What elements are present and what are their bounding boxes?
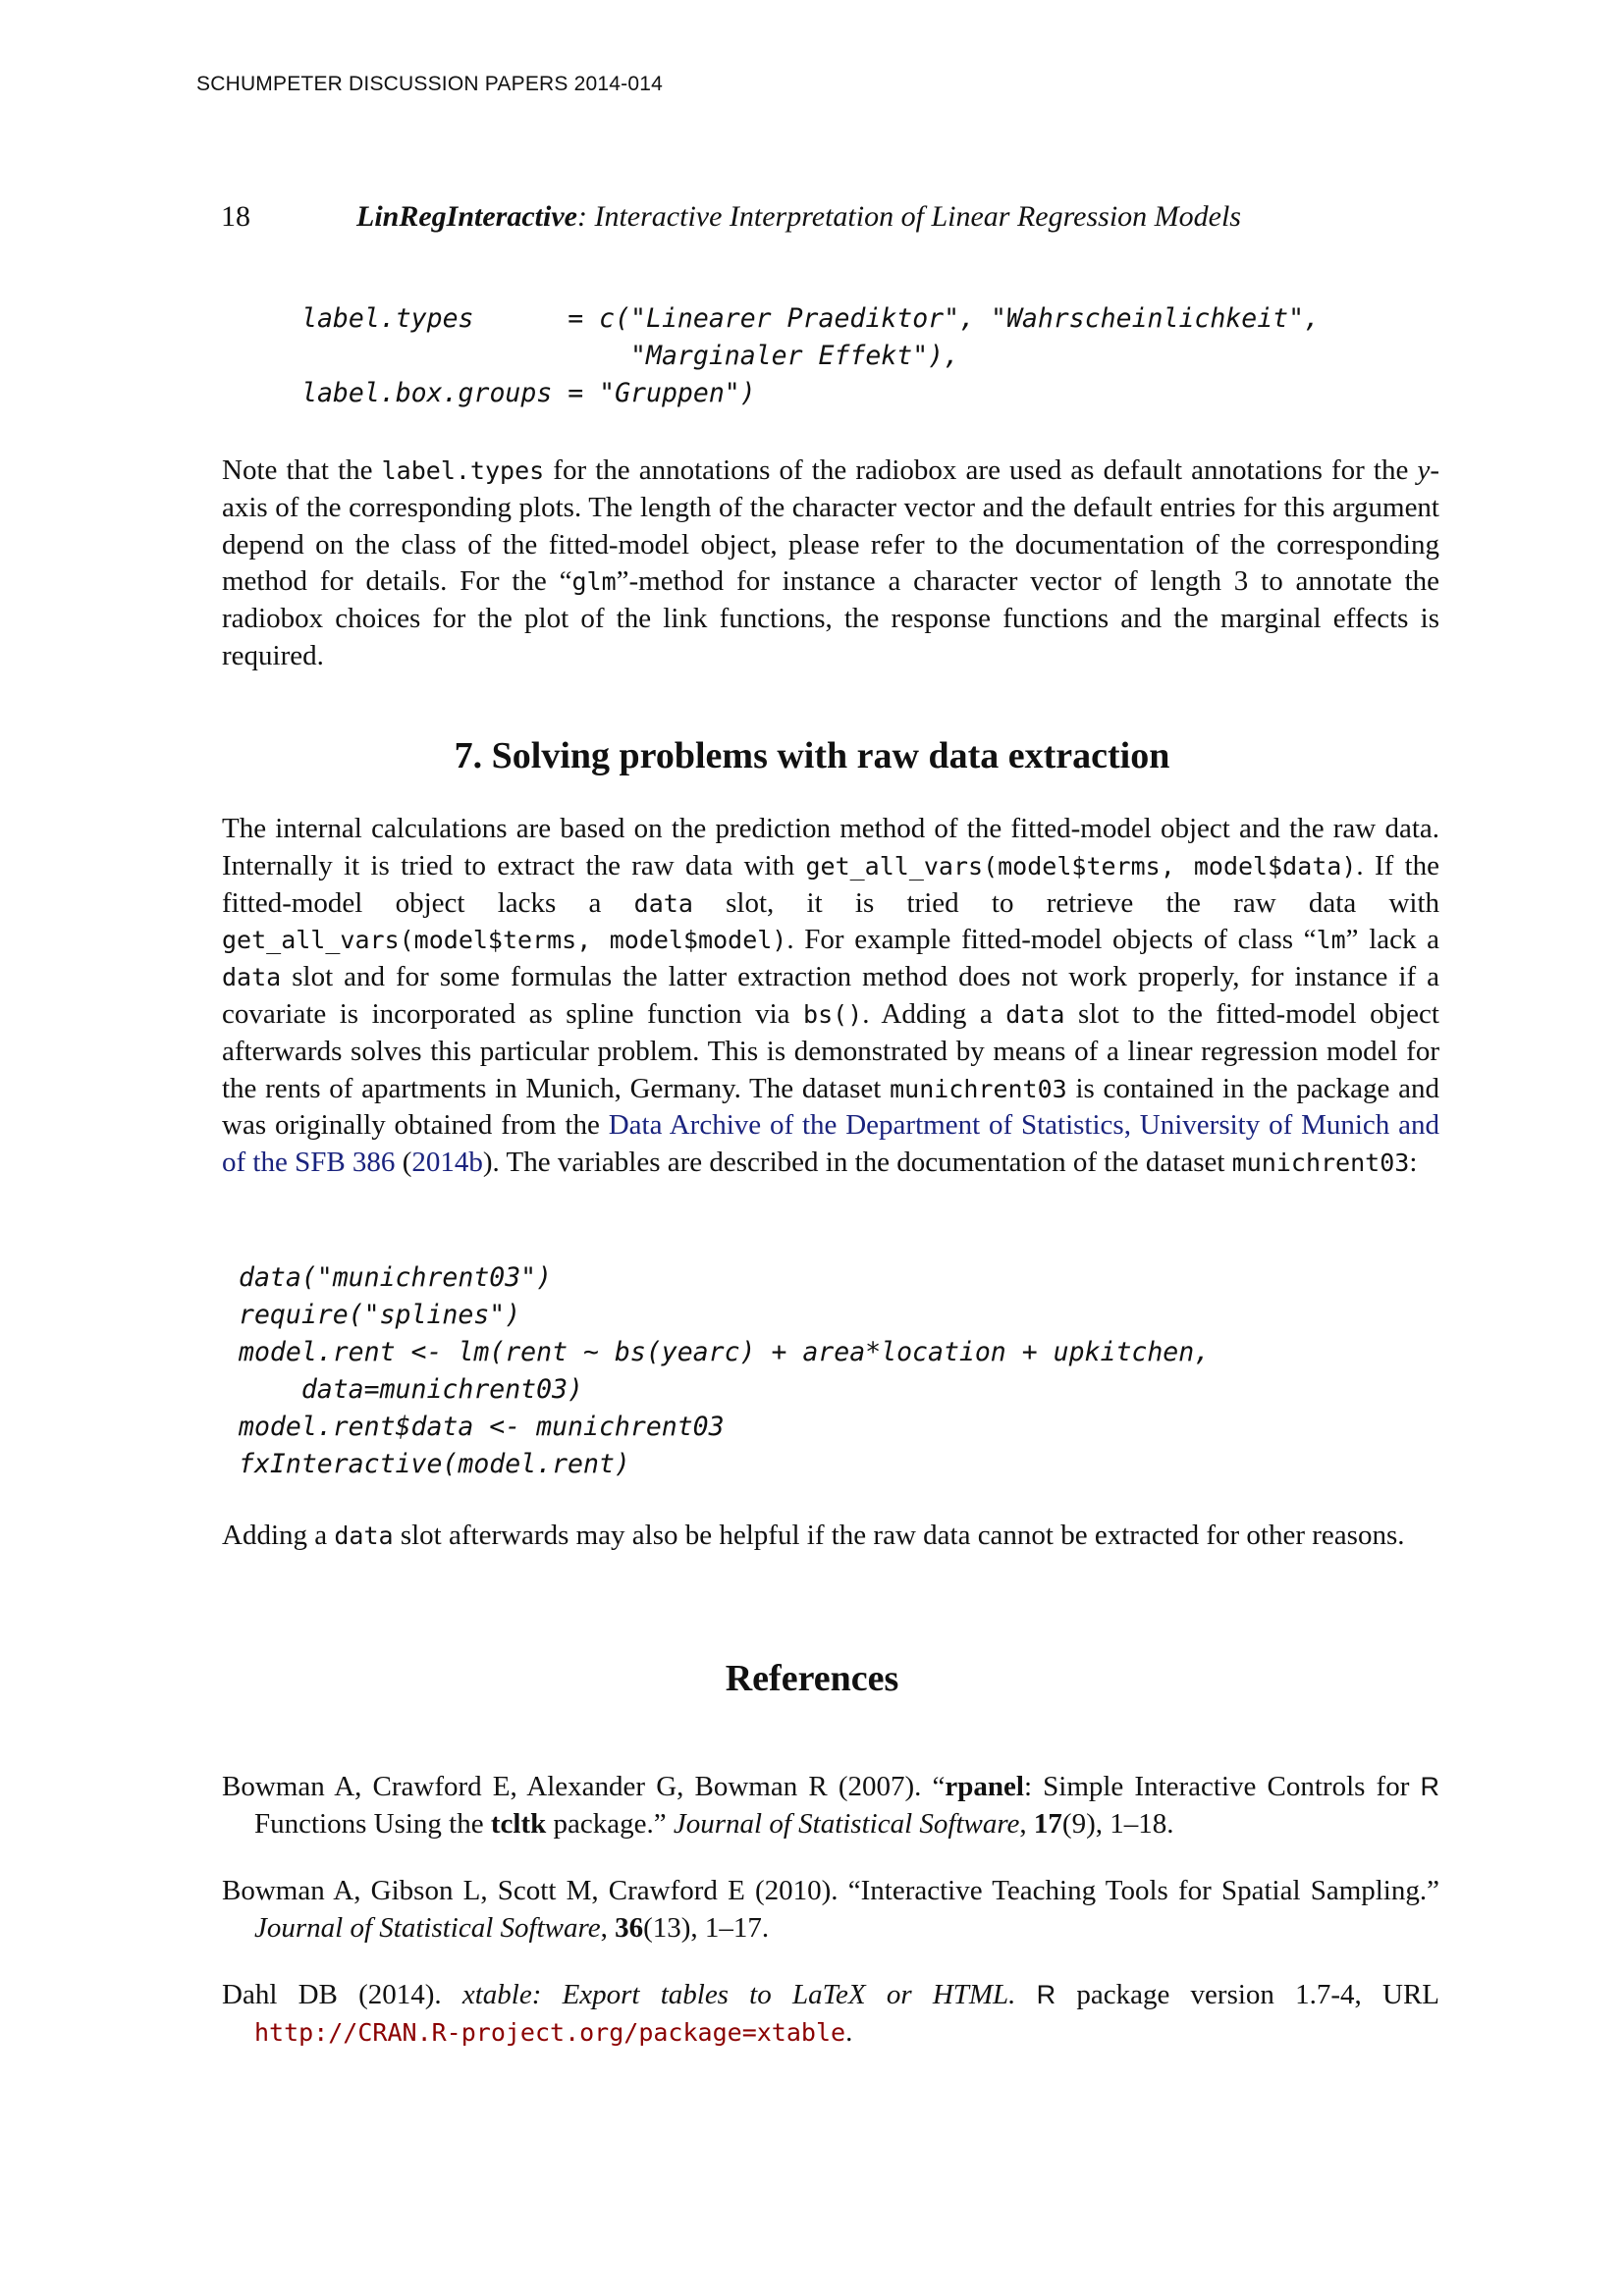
paragraph-label-types: Note that the label.types for the annotations of the radiobox are used as default annotations for the y-axis of the corresponding plots. The length of the character vector and the default entries for this argument depend on the class of the fitted-model object, please refer to the documentation of the corresponding method for details. For the “glm”-method for instance a character vector of length 3 to annotate the radiobox choices for the plot of the link functions, the response functions and the marginal effects is required. [222,454,1439,671]
running-header: SCHUMPETER DISCUSSION PAPERS 2014-014 [196,73,663,95]
page-header [221,200,1389,240]
references-heading: References [725,1658,899,1699]
paragraph-data-slot: Adding a data slot afterwards may also be helpful if the raw data cannot be extracted for other reasons. [222,1520,1405,1551]
page-number: 18 [221,200,250,233]
code-block-munichrent: data("munichrent03") require("splines") model.rent <- lm(rent ~ bs(yearc) + area*location + upkitchen, data=munichrent03) model.rent$data <- munichrent03 fxInteractive(model.rent) [239,1262,1211,1479]
data-archive-link[interactable]: Data Archive of the Department of Statistics, University of Munich and of the SFB 386 [222,1109,1439,1179]
reference-bowman-2007: Bowman A, Crawford E, Alexander G, Bowman R (2007). “rpanel: Simple Interactive Controls for R Functions Using the tcltk package.” Journal of Statistical Software, 17(9), 1–18. [222,1771,1439,1840]
paragraph-raw-data: The internal calculations are based on the prediction method of the fitted-model object and the raw data. Internally it is tried to extract the raw data with get_all_vars(model$terms, model$data). If the fitted-model object lacks a data slot, it is tried to retrieve the raw data with get_all_vars(model$terms, model$model). For example fitted-model objects of class “lm” lack a data slot and for some formulas the latter extraction method does not work properly, for instance if a covariate is incorporated as spline function via bs(). Adding a data slot to the fitted-model object afterwards solves this particular problem. This is demonstrated by means of a linear regression model for the rents of apartments in Munich, Germany. The dataset munichrent03 is contained in the package and was originally obtained from the Data Archive of the Department of Statistics, University of Munich and of the SFB 386 (2014b). The variables are described in the documentation of the dataset munichrent03: [222,813,1440,1179]
reference-dahl-2014: Dahl DB (2014). xtable: Export tables to LaTeX or HTML. R package version 1.7-4, URL http://CRAN.R-project.org/package=xtable. [222,1979,1439,2048]
reference-bowman-2010: Bowman A, Gibson L, Scott M, Crawford E (2010). “Interactive Teaching Tools for Spatial Sampling.” Journal of Statistical Software, 36(13), 1–17. [222,1875,1439,1944]
code-block-label-types: label.types = c("Linearer Praediktor", "Wahrscheinlichkeit", "Marginaler Effekt"), label.box.groups = "Gruppen") [301,303,1321,408]
citation-link[interactable]: 2014b [411,1147,483,1179]
xtable-url-link[interactable]: http://CRAN.R-project.org/package=xtable [254,2018,846,2047]
package-name: LinRegInteractive [356,200,577,233]
page-title: LinRegInteractive: Interactive Interpretation of Linear Regression Models [356,200,1241,233]
section-heading: 7. Solving problems with raw data extraction [454,735,1170,776]
